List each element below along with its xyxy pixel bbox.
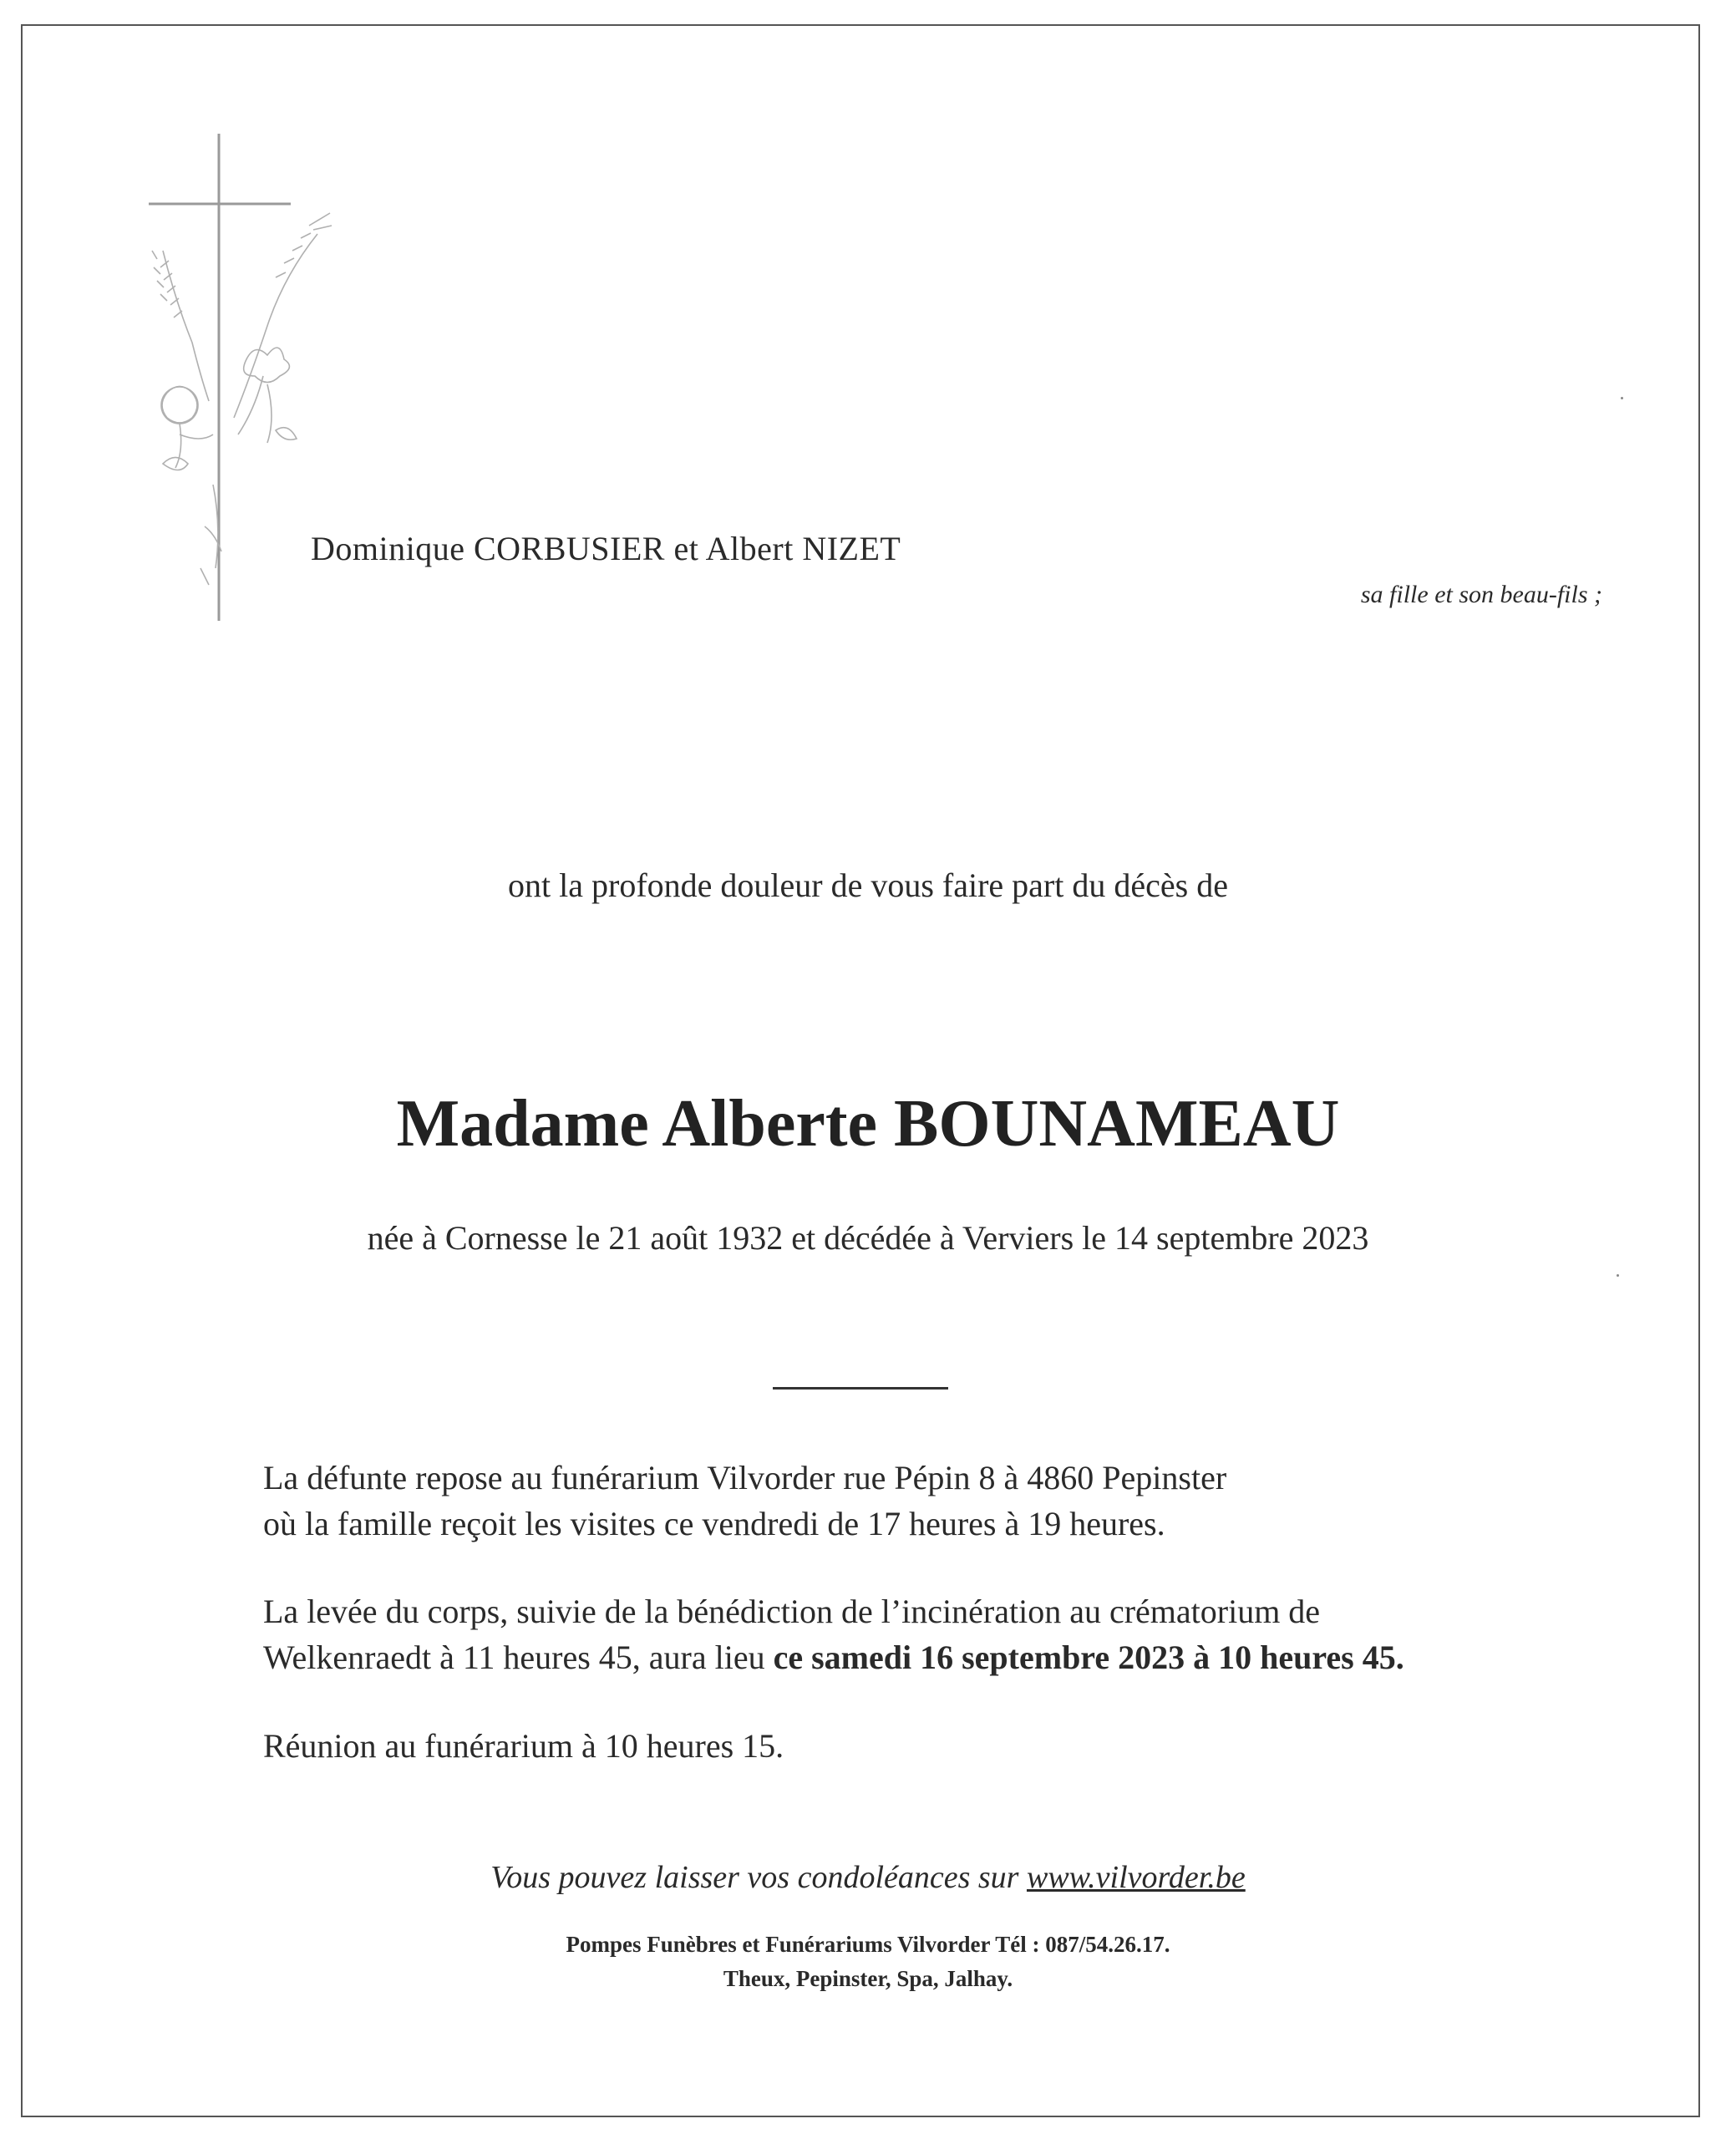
meeting-paragraph: Réunion au funérarium à 10 heures 15.	[263, 1727, 784, 1765]
condolences-link[interactable]: www.vilvorder.be	[1026, 1860, 1246, 1895]
deceased-name: Madame Alberte BOUNAMEAU	[396, 1087, 1340, 1161]
visitation-paragraph	[263, 1455, 1226, 1547]
ceremony-line-2-text: Welkenraedt à 11 heures 45, aura lieu	[263, 1639, 774, 1676]
divider-line	[773, 1387, 948, 1390]
announcement-text: ont la profonde douleur de vous faire part du décès de	[508, 866, 1228, 904]
ceremony-paragraph	[263, 1588, 1404, 1680]
footer-locations: Theux, Pepinster, Spa, Jalhay.	[723, 1966, 1013, 1991]
family-relation: sa fille et son beau-fils ;	[1360, 581, 1602, 608]
footer-company: Pompes Funèbres et Funérariums Vilvorder Tél : 087/54.26.17.	[566, 1932, 1170, 1957]
condolences-note	[0, 1859, 1736, 1896]
condolences-text: Vous pouvez laisser vos condoléances sur	[490, 1860, 1027, 1895]
scan-speck	[1621, 397, 1623, 399]
family-names: Dominique CORBUSIER et Albert NIZET	[311, 530, 901, 567]
visitation-line-1: La défunte repose au funérarium Vilvorder rue Pépin 8 à 4860 Pepinster	[263, 1459, 1227, 1496]
scan-speck	[1617, 1274, 1619, 1277]
visitation-line-2: où la famille reçoit les visites ce vendredi de 17 heures à 19 heures.	[263, 1505, 1165, 1542]
ceremony-date-bold: ce samedi 16 septembre 2023 à 10 heures 45.	[773, 1639, 1404, 1676]
ceremony-line-2	[263, 1634, 1404, 1680]
ceremony-line-1: La levée du corps, suivie de la bénédiction de l’incinération au crématorium de	[263, 1593, 1321, 1630]
birth-death-dates: née à Cornesse le 21 août 1932 et décédée à Verviers le 14 septembre 2023	[367, 1219, 1369, 1257]
